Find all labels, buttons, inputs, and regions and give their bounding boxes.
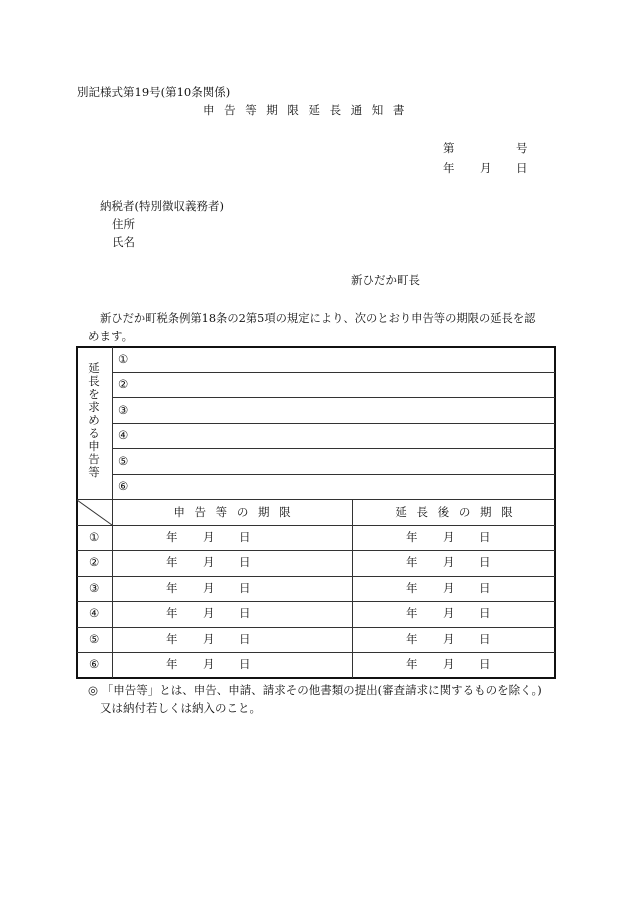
deadline-day: 日 <box>239 555 251 569</box>
deadline-year: 年 <box>166 657 178 671</box>
body-line-1: 新ひだか町税条例第18条の2第5項の規定により、次のとおり申告等の期限の延長を認 <box>100 312 536 325</box>
extended-month: 月 <box>443 530 455 544</box>
deadline-month: 月 <box>203 657 215 671</box>
upper-marker-4: ④ <box>118 428 129 442</box>
extended-month: 月 <box>443 606 455 620</box>
deadline-year: 年 <box>166 530 178 544</box>
deadline-year: 年 <box>166 555 178 569</box>
extended-year: 年 <box>406 581 418 595</box>
address-label: 住所 <box>112 217 135 231</box>
date-month: 月 <box>480 161 492 175</box>
number-suffix: 号 <box>516 141 528 155</box>
extended-month: 月 <box>443 632 455 646</box>
row-marker: ④ <box>89 606 100 620</box>
deadline-day: 日 <box>239 657 251 671</box>
extended-day: 日 <box>479 555 491 569</box>
deadline-month: 月 <box>203 581 215 595</box>
extended-year: 年 <box>406 606 418 620</box>
deadline-day: 日 <box>239 606 251 620</box>
upper-marker-1: ① <box>118 352 129 366</box>
deadline-day: 日 <box>239 581 251 595</box>
note-line-2: 又は納付若しくは納入のこと。 <box>100 701 261 715</box>
col-header-extended: 延 長 後 の 期 限 <box>395 505 513 519</box>
deadline-month: 月 <box>203 606 215 620</box>
row-marker: ⑤ <box>89 632 100 646</box>
date-year: 年 <box>443 161 455 175</box>
document-title: 申告等期限延長通知書 <box>203 103 414 117</box>
side-label: 延長を求める申告等 <box>88 361 100 479</box>
upper-marker-5: ⑤ <box>118 454 129 468</box>
extended-month: 月 <box>443 555 455 569</box>
col-header-deadline: 申 告 等 の 期 限 <box>173 505 291 519</box>
upper-marker-3: ③ <box>118 403 129 417</box>
deadline-year: 年 <box>166 581 178 595</box>
row-marker: ② <box>89 555 100 569</box>
row-marker: ③ <box>89 581 100 595</box>
number-prefix: 第 <box>443 141 455 155</box>
row-marker: ① <box>89 530 100 544</box>
name-label: 氏名 <box>112 235 135 249</box>
body-line-2: めます。 <box>88 329 134 343</box>
extended-month: 月 <box>443 657 455 671</box>
extended-day: 日 <box>479 581 491 595</box>
upper-marker-2: ② <box>118 377 129 391</box>
taxpayer-label: 納税者(特別徴収義務者) <box>100 199 224 213</box>
extended-day: 日 <box>479 657 491 671</box>
note-line-1: ◎ 「申告等」とは、申告、申請、請求その他書類の提出(審査請求に関するものを除く。) <box>88 683 542 697</box>
deadline-month: 月 <box>203 530 215 544</box>
extended-year: 年 <box>406 657 418 671</box>
row-marker: ⑥ <box>89 657 100 671</box>
deadline-day: 日 <box>239 632 251 646</box>
upper-marker-6: ⑥ <box>118 479 129 493</box>
deadline-year: 年 <box>166 632 178 646</box>
deadline-year: 年 <box>166 606 178 620</box>
issuer: 新ひだか町長 <box>351 273 420 287</box>
deadline-month: 月 <box>203 555 215 569</box>
extended-year: 年 <box>406 632 418 646</box>
extended-year: 年 <box>406 530 418 544</box>
form-label: 別記様式第19号(第10条関係) <box>77 85 231 99</box>
deadline-month: 月 <box>203 632 215 646</box>
deadline-day: 日 <box>239 530 251 544</box>
extended-day: 日 <box>479 530 491 544</box>
extended-day: 日 <box>479 606 491 620</box>
extended-year: 年 <box>406 555 418 569</box>
extended-day: 日 <box>479 632 491 646</box>
extended-month: 月 <box>443 581 455 595</box>
date-day: 日 <box>516 161 528 175</box>
